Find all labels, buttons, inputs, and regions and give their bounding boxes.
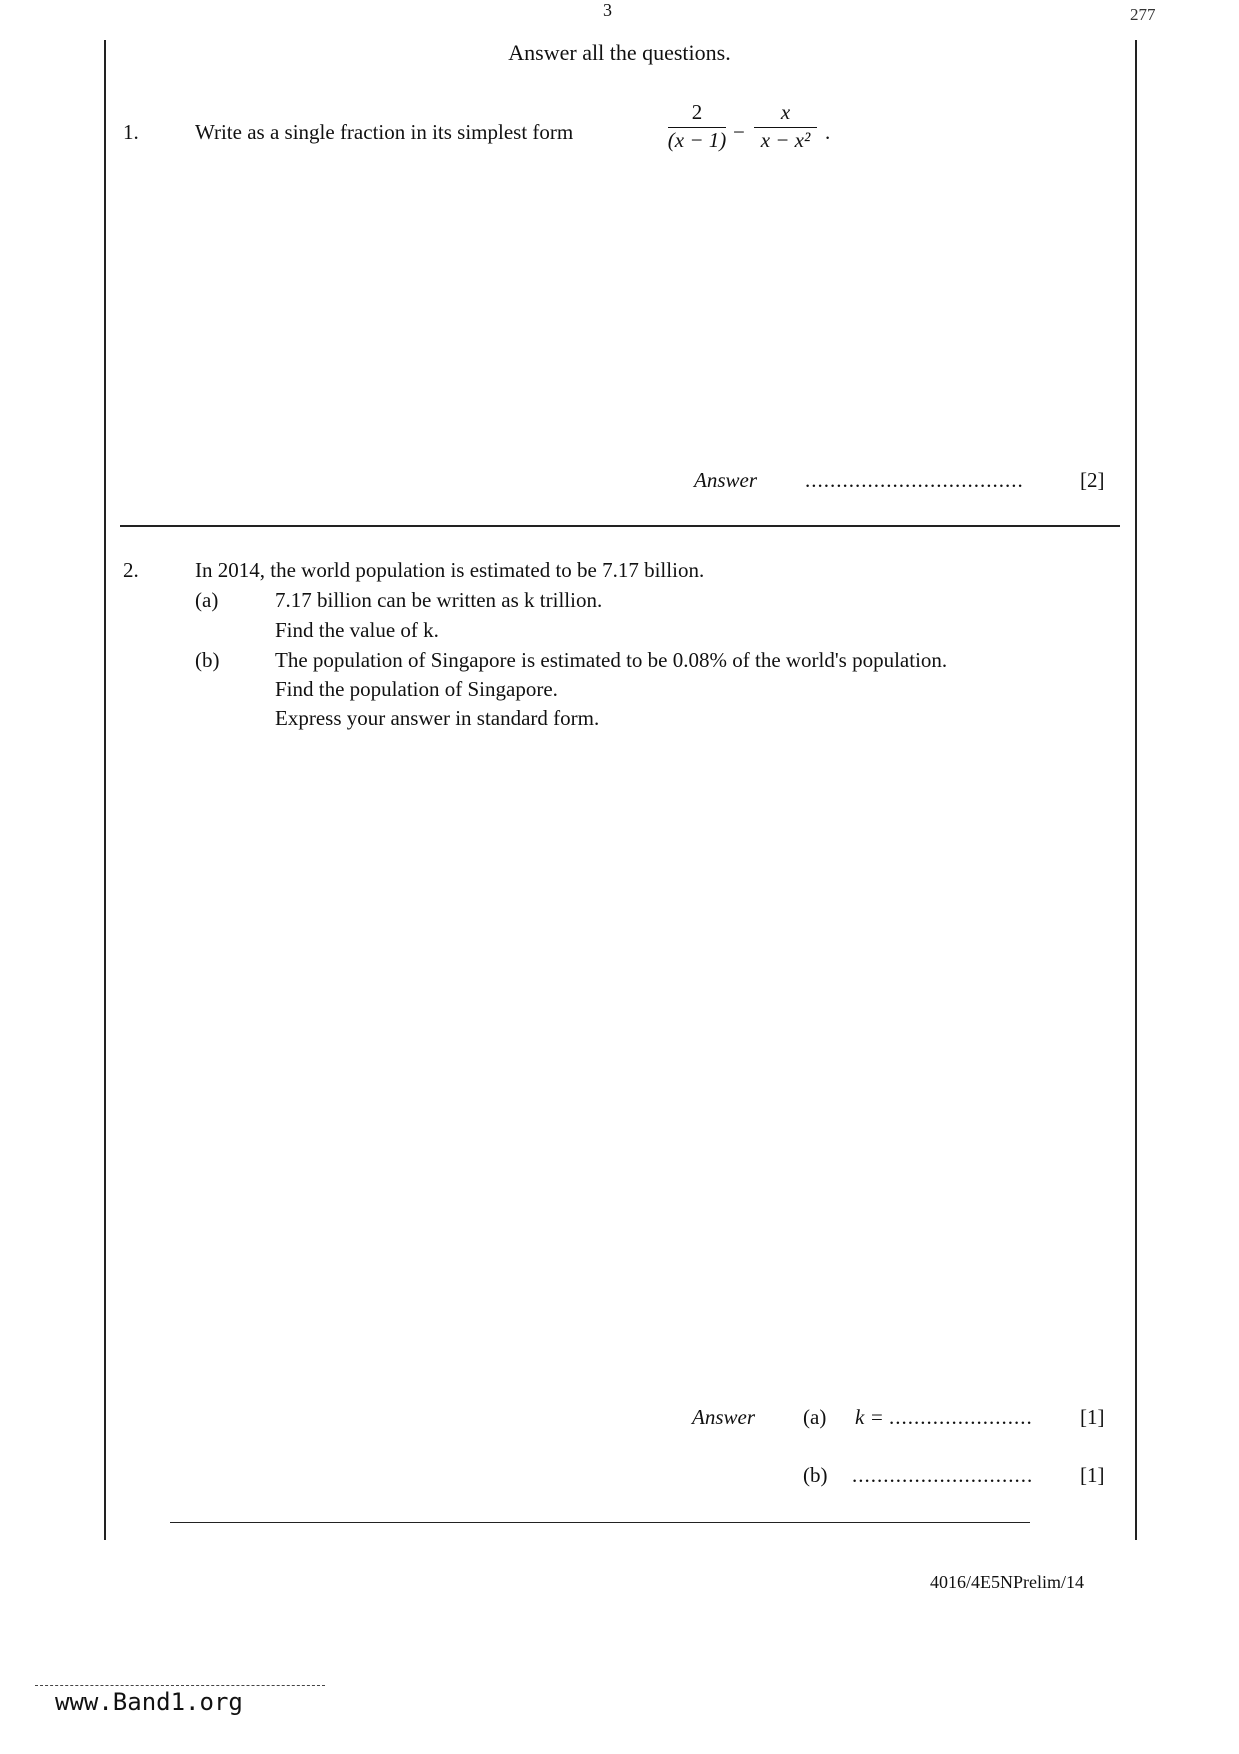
question-1-fraction-2 bbox=[748, 100, 823, 153]
fraction-2-denominator: x − x² bbox=[760, 128, 811, 152]
question-2-intro: In 2014, the world population is estimated to be 7.17 billion. bbox=[195, 558, 705, 582]
answer-b-label: (b) bbox=[803, 1463, 828, 1487]
fraction-1-numerator: 2 bbox=[691, 100, 703, 124]
site-url: www.Band1.org bbox=[55, 1688, 243, 1716]
question-1-marks: [2] bbox=[1080, 468, 1105, 492]
question-2a-line-1: 7.17 billion can be written as k trillion. bbox=[275, 588, 603, 612]
answer-b-line[interactable]: ............................. bbox=[852, 1463, 1034, 1487]
question-2b-line-3: Express your answer in standard form. bbox=[275, 706, 600, 730]
question-1-end: . bbox=[825, 120, 831, 144]
question-1-number: 1. bbox=[123, 120, 139, 144]
answer-a-prefix: k = bbox=[855, 1405, 889, 1429]
answer-a-dots: ....................... bbox=[889, 1405, 1033, 1429]
answer-a-marks: [1] bbox=[1080, 1405, 1105, 1429]
question-2a-label: (a) bbox=[195, 588, 219, 612]
paper-code: 4016/4E5NPrelim/14 bbox=[930, 1572, 1084, 1592]
site-rule bbox=[35, 1685, 325, 1686]
question-1-operator: − bbox=[733, 120, 745, 144]
margin-line-right bbox=[1135, 40, 1137, 1540]
question-1-answer-line[interactable]: ................................... bbox=[805, 468, 1024, 492]
question-2b-label: (b) bbox=[195, 648, 220, 672]
question-1-fraction-1 bbox=[662, 100, 732, 153]
question-2a-line-2: Find the value of k. bbox=[275, 618, 439, 642]
page-number: 3 bbox=[603, 0, 612, 20]
instructions-heading: Answer all the questions. bbox=[508, 40, 731, 65]
question-1-answer-label bbox=[694, 468, 757, 493]
answer-label: Answer bbox=[694, 468, 757, 492]
fraction-1-denominator: (x − 1) bbox=[667, 128, 727, 152]
question-2b-line-1: The population of Singapore is estimated to be 0.08% of the world's population. bbox=[275, 648, 948, 672]
question-2-answer-label bbox=[692, 1405, 755, 1430]
answer-b-marks: [1] bbox=[1080, 1463, 1105, 1487]
bottom-divider bbox=[170, 1522, 1030, 1523]
fraction-2-numerator: x bbox=[780, 100, 791, 124]
answer-a-label: (a) bbox=[803, 1405, 827, 1429]
corner-mark: 277 bbox=[1130, 5, 1156, 24]
answer-a-line[interactable] bbox=[855, 1405, 1033, 1430]
question-2-number: 2. bbox=[123, 558, 139, 582]
question-1-text: Write as a single fraction in its simplest form bbox=[195, 120, 574, 144]
margin-line-left bbox=[104, 40, 106, 1540]
question-2b-line-2: Find the population of Singapore. bbox=[275, 677, 558, 701]
section-divider bbox=[120, 525, 1120, 527]
answer-label: Answer bbox=[692, 1405, 755, 1429]
